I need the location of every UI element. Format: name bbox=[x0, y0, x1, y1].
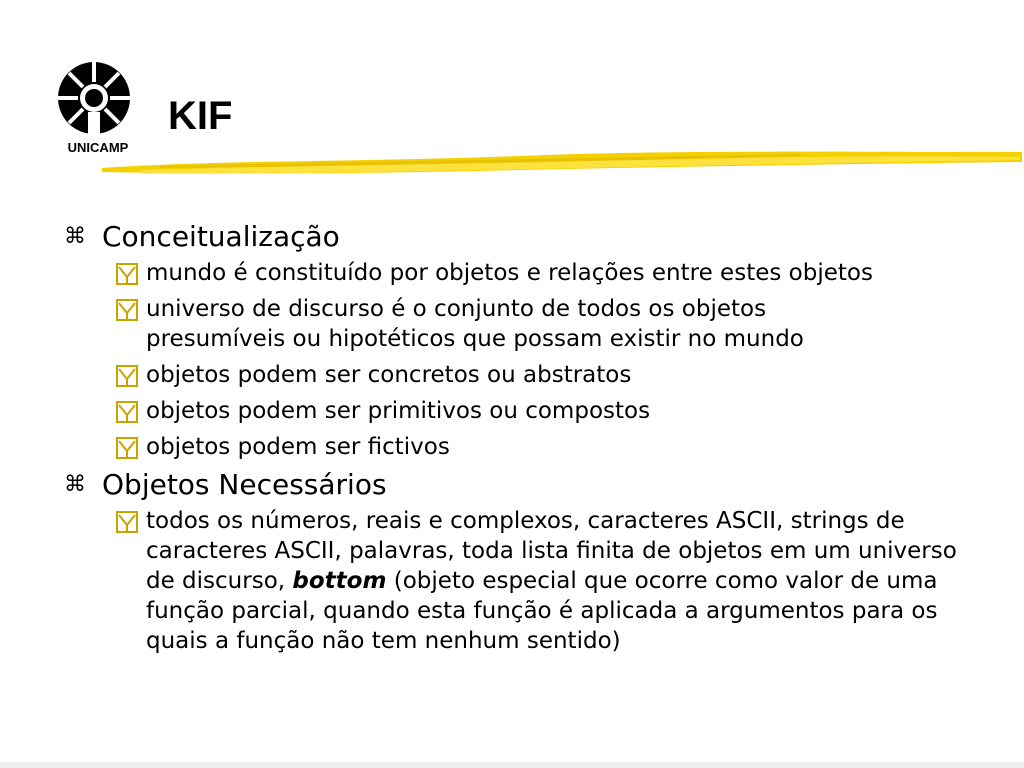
slide-title: KIF bbox=[168, 94, 233, 138]
list-item bbox=[146, 258, 980, 288]
list-item bbox=[146, 294, 980, 354]
section-heading bbox=[60, 468, 980, 502]
list-item-text: objetos podem ser primitivos ou compostos bbox=[146, 398, 651, 424]
text-before: todos os números, reais e complexos, caracteres ASCII, strings de caracteres ASCII, palavras, toda lista finita de objetos em um universo de discurso, bbox=[146, 508, 957, 594]
section-heading-text: Objetos Necessários bbox=[102, 468, 387, 501]
title-underline-brush bbox=[100, 140, 1024, 188]
text-after: (objeto especial que ocorre como valor de uma função parcial, quando esta função é aplicada a argumentos para os quais a função não tem nenhum sentido) bbox=[146, 568, 938, 654]
checkbox-bullet-icon bbox=[116, 365, 138, 387]
slide-content bbox=[60, 216, 980, 662]
checkbox-bullet-icon bbox=[116, 511, 138, 533]
section-heading-text: Conceitualização bbox=[102, 220, 340, 253]
logo-text: UNICAMP bbox=[67, 140, 129, 155]
list-item-text: universo de discurso é o conjunto de todos os objetos presumíveis ou hipotéticos que possam existir no mundo bbox=[146, 296, 804, 352]
command-bullet-icon: ⌘ bbox=[64, 472, 86, 497]
list-item bbox=[146, 396, 980, 426]
checkbox-bullet-icon bbox=[116, 437, 138, 459]
footer-divider bbox=[0, 762, 1024, 768]
list-item bbox=[146, 432, 980, 462]
list-item-text bbox=[146, 506, 966, 656]
list-item-text: mundo é constituído por objetos e relações entre estes objetos bbox=[146, 260, 873, 286]
checkbox-bullet-icon bbox=[116, 401, 138, 423]
unicamp-logo-icon bbox=[48, 58, 148, 142]
section-heading bbox=[60, 220, 980, 254]
list-item bbox=[146, 506, 966, 656]
command-bullet-icon: ⌘ bbox=[64, 224, 86, 249]
list-item-text: objetos podem ser fictivos bbox=[146, 434, 450, 460]
emphasis-text: bottom bbox=[292, 568, 387, 594]
list-item-text: objetos podem ser concretos ou abstratos bbox=[146, 362, 632, 388]
checkbox-bullet-icon bbox=[116, 263, 138, 285]
checkbox-bullet-icon bbox=[116, 299, 138, 321]
list-item bbox=[146, 360, 980, 390]
